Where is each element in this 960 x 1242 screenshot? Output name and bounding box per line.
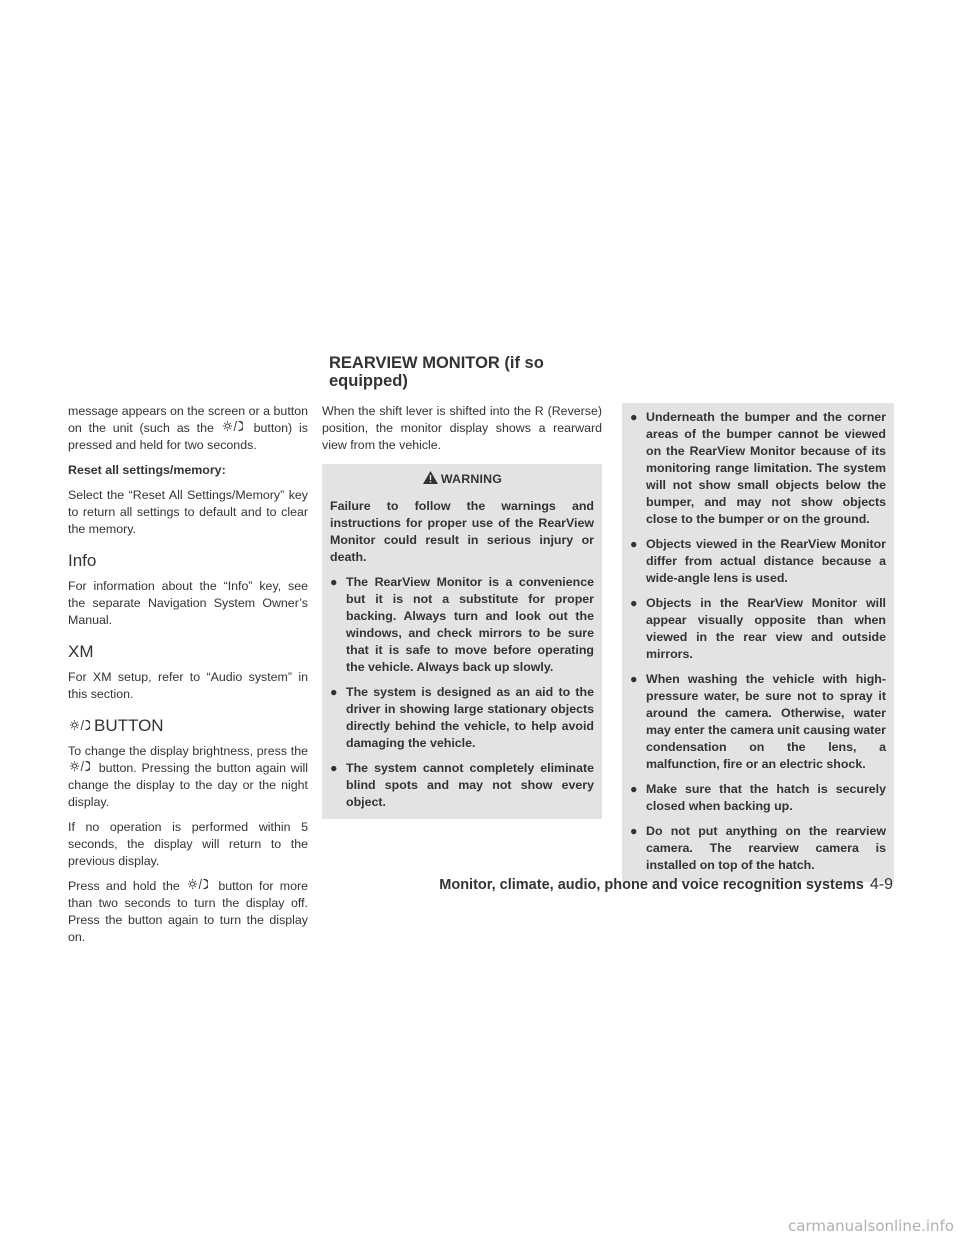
warning-box-continued (622, 403, 894, 882)
bullet-icon: ● (630, 410, 638, 424)
info-text: For information about the “Info” key, see the separate Navigation System Owner’s Manual. (68, 579, 308, 627)
page-number: 4-9 (869, 876, 893, 893)
bullet-icon: ● (330, 761, 338, 775)
bullet-icon: ● (630, 672, 638, 686)
sun-moon-icon (223, 420, 243, 433)
footer-title: Monitor, climate, audio, phone and voice recognition systems (439, 877, 864, 893)
bullet-text: Objects viewed in the RearView Monitor differ from actual distance because a wide-angle lens is used. (646, 537, 886, 585)
text-segment: button. Pressing the button again will change the display to the day or the night display. (68, 761, 308, 809)
page-footer (439, 876, 893, 894)
xm-heading: XM (68, 642, 94, 661)
text-segment: Press and hold the (68, 879, 180, 893)
warning-triangle-icon (422, 470, 439, 490)
column-middle (322, 403, 602, 819)
text-segment: button for more than two seconds to turn the display off. Press the button again to turn the display on. (68, 879, 308, 944)
rearview-intro: When the shift lever is shifted into the R (Reverse) position, the monitor display shows a rearward view from the vehicle. (322, 404, 602, 452)
button-heading (68, 716, 308, 736)
list-item (630, 409, 886, 528)
bullet-text: Objects in the RearView Monitor will appear visually opposite than when viewed in the rear view and outside mirrors. (646, 596, 886, 661)
text-segment: button) is pressed and held for two seconds. (68, 421, 308, 452)
info-heading: Info (68, 551, 97, 570)
paragraph-intro (68, 403, 308, 454)
button-heading-label: BUTTON (94, 716, 164, 735)
xm-text: For XM setup, refer to “Audio system” in this section. (68, 670, 308, 701)
column-left (68, 403, 308, 954)
list-item (630, 781, 886, 815)
bullet-icon: ● (330, 685, 338, 699)
warning-box (322, 464, 602, 819)
bullet-text: The system is designed as an aid to the driver in showing large stationary objects directly behind the vehicle, to help avoid damaging the vehicle. (346, 685, 594, 750)
list-item (630, 671, 886, 773)
reset-heading: Reset all settings/memory: (68, 463, 226, 477)
column-right (622, 403, 894, 882)
reset-text: Select the “Reset All Settings/Memory” key to return all settings to default and to clear the memory. (68, 488, 308, 536)
list-item (330, 684, 594, 752)
warning-intro: Failure to follow the warnings and instructions for proper use of the RearView Monitor could result in serious injury or death. (330, 499, 594, 564)
warning-header (330, 470, 594, 490)
bullet-text: The RearView Monitor is a convenience but it is not a substitute for proper backing. Always turn and look out the windows, and check mirrors to be sure that it is safe to move before operating the vehicle. Always back up slowly. (346, 575, 594, 674)
bullet-icon: ● (630, 537, 638, 551)
list-item (330, 760, 594, 811)
bullet-text: Do not put anything on the rearview camera. The rearview camera is installed on top of the hatch. (646, 824, 886, 872)
bullet-icon: ● (630, 596, 638, 610)
list-item (630, 595, 886, 663)
bullet-icon: ● (630, 824, 638, 838)
list-item (630, 823, 886, 874)
button-paragraph-1 (68, 743, 308, 811)
sun-moon-icon (70, 760, 90, 773)
text-segment: To change the display brightness, press the (68, 744, 308, 758)
sun-moon-icon (70, 719, 90, 732)
bullet-text: Make sure that the hatch is securely closed when backing up. (646, 782, 886, 813)
button-paragraph-2: If no operation is performed within 5 seconds, the display will return to the previous display. (68, 820, 308, 868)
text-segment: message appears on the screen or a button on the unit (such as the (68, 404, 308, 435)
section-heading: REARVIEW MONITOR (if so equipped) (329, 354, 544, 390)
watermark: carmanualsonline.info (788, 1217, 954, 1235)
list-item (630, 536, 886, 587)
warning-label: WARNING (440, 472, 503, 486)
button-paragraph-3 (68, 878, 308, 946)
bullet-icon: ● (330, 575, 338, 589)
bullet-icon: ● (630, 782, 638, 796)
bullet-text: The system cannot completely eliminate blind spots and may not show every object. (346, 761, 594, 809)
sun-moon-icon (188, 878, 208, 891)
bullet-text: Underneath the bumper and the corner areas of the bumper cannot be viewed on the RearView Monitor because of its monitoring range limitation. The system will not show small objects below the bumper, and may not show objects close to the bumper or on the ground. (646, 410, 886, 526)
bullet-text: When washing the vehicle with high-pressure water, be sure not to spray it around the camera. Otherwise, water may enter the camera unit causing water condensation on the lens, a malfunction, fire or an electric shock. (646, 672, 886, 771)
list-item (330, 574, 594, 676)
